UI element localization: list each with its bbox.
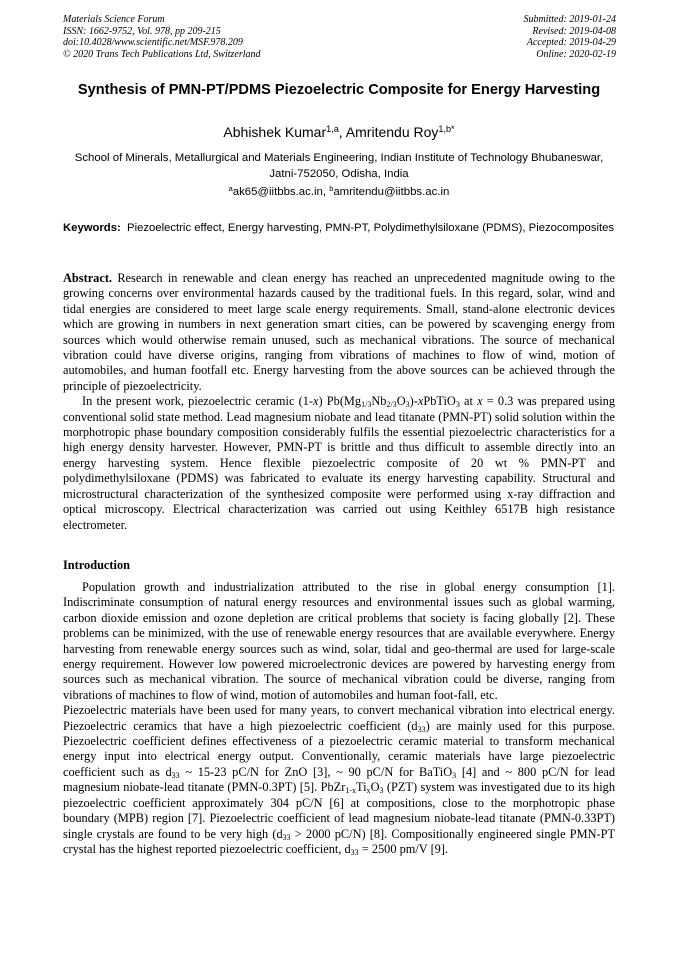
keywords-label: Keywords: [63, 222, 121, 234]
math-var: x [313, 394, 319, 409]
subscript: 1-x [345, 786, 356, 796]
subscript: 33 [171, 770, 180, 780]
journal-header-right [524, 14, 617, 60]
online-date: Online: 2020-02-19 [536, 48, 616, 60]
author-list [63, 123, 615, 141]
email-mark: b [329, 183, 334, 193]
text-run: = 0.3 was prepared using conventional solid state method. Lead magnesium niobate and lead titanate (PMN-PT) solid solution within the morphotropic phase boundary composition considerably fulfils the essential piezoelectric characteristics for a high energy density harvester. However, PMN-PT is brittle and thus difficult to assemble directly into an energy harvesting system. Hence flexible piezoelectric composite of 20 wt % PMN-PT and polydimethylsiloxane (PDMS) was fabricated to evaluate its energy harvesting capability. Structural and microstructural characterization of the synthesized composite were performed using x-ray diffraction and optical microscopy. Electrical characterization was carried out using Keithley 6517B high resistance electrometer. [63, 394, 615, 532]
math-var: x [477, 394, 483, 409]
subscript: 2/3 [386, 400, 397, 410]
text-run: Nb [371, 394, 387, 409]
paper-title: Synthesis of PMN-PT/PDMS Piezoelectric Composite for Energy Harvesting [77, 82, 601, 98]
abstract-paragraph [63, 271, 615, 394]
intro-paragraph [63, 703, 615, 857]
affiliation: School of Minerals, Metallurgical and Materials Engineering, Indian Institute of Technology Bhubaneswar, Jatni-752050, Odisha, India [74, 152, 604, 180]
author-affiliation-mark: 1,b* [438, 124, 455, 134]
subscript: 3 [379, 786, 384, 796]
text-run: Ti [356, 780, 367, 795]
author-name: Amritendu Roy [345, 124, 439, 140]
subscript: 33 [350, 847, 359, 857]
text-run: = 2500 pm/V [9]. [358, 841, 449, 856]
author-separator: , [338, 124, 346, 140]
text-run: In the present work, piezoelectric ceramic (1- [82, 394, 314, 409]
revised-date: Revised: 2019-04-08 [532, 25, 616, 37]
journal-header-left [63, 14, 261, 60]
text-run: O [370, 780, 380, 795]
accepted-date: Accepted: 2019-04-29 [526, 37, 616, 49]
author-name: Abhishek Kumar [223, 124, 327, 140]
text-run: ) are mainly used for this purpose. Piezoelectric coefficient defines effectiveness of a piezoelectric ceramic material to transform mechanical energy input into electrical energy output. Conventionally, ceramic materials have large piezoelectric coefficient such as d [63, 718, 615, 779]
abstract-text: Research in renewable and clean energy has reached an unprecedented magnitude owing to the growing concerns over environmental hazards caused by the traditional fuels. In this regard, solar, wind and tidal energies are considered to meet large scale energy requirements. Small, stand-alone electronic devices which are growing in numbers in next generation smart cities, can be powered by scavenging energy from sources which would otherwise remain unused, such as mechanical vibrations. The source of mechanical vibration could have diverse origins, ranging from vibrations of machines to flow of wind, motion of automobiles, and human footfall etc. Energy harvesting from the above sources can be achieved through the principle of piezoelectricity. [63, 271, 615, 393]
text-run: [4] and ~ 800 pC/N for lead magnesium niobate-lead titanate (PMN-0.3PT) [5]. PbZr [63, 764, 615, 795]
math-var: x [417, 394, 424, 409]
intro-paragraph: Population growth and industrialization attributed to the rise in global energy consumption [1]. Indiscriminate consumption of natural energy resources and environmental issues such as global warming, carbon dioxide emission and ozone depletion are critical problems that society is facing globally [2]. These problems can be minimized, with the use of renewable energy resources that are available everywhere. Energy harvesting from renewable energy sources such as wind, solar, tidal and geo-thermal are used for large-scale energy requirement. However low powered microelectronic devices are powered by harvesting energy from sources such as mechanical vibration. The source of mechanical vibration could be diverse, ranging from vibrations of machines to flow of wind, motion of automobiles and human foot-fall, etc. [63, 580, 615, 702]
text-run: at [459, 394, 478, 409]
abstract-paragraph [63, 394, 615, 533]
issn-line: ISSN: 1662-9752, Vol. 978, pp 209-215 [63, 25, 221, 37]
email-address: amritendu@iitbbs.ac.in [333, 186, 450, 198]
text-run: Piezoelectric materials have been used for many years, to convert mechanical vibration into electrical energy. Piezoelectric ceramics that have a high piezoelectric coefficient (d [63, 703, 615, 733]
text-run: PbTiO [423, 394, 456, 409]
text-run: ) Pb(Mg [318, 394, 362, 409]
keywords [63, 221, 615, 236]
text-run: > 2000 pC/N) [8]. Compositionally engineered single PMN-PT crystal has the highest reported piezoelectric coefficient, d [63, 826, 615, 856]
subscript: 3 [452, 770, 457, 780]
doi-line: doi:10.4028/www.scientific.net/MSF.978.209 [63, 37, 243, 49]
submitted-date: Submitted: 2019-01-24 [523, 14, 616, 25]
journal-name: Materials Science Forum [63, 14, 165, 25]
abstract-label: Abstract. [63, 271, 113, 285]
text-run: (PZT) system was investigated due to its high piezoelectric coefficient approximately 304 pC/N [6] at compositions, close to the morphotropic phase boundary (MPB) region [7]. Piezoelectric coefficient of lead magnesium niobate-lead titanate (PMN-0.33PT) single crystals are found to be very high (d [63, 780, 615, 841]
subscript: x [366, 786, 371, 796]
subscript: 3 [405, 400, 410, 410]
subscript: 33 [417, 724, 426, 734]
email-address: ak65@iitbbs.ac.in, [232, 186, 330, 198]
subscript: 3 [455, 400, 460, 410]
copyright-line: © 2020 Trans Tech Publications Ltd, Switzerland [63, 48, 261, 60]
abstract-section [63, 271, 615, 533]
text-run: )- [409, 394, 418, 409]
section-heading: Introduction [63, 558, 130, 572]
subscript: 1/3 [361, 400, 372, 410]
author-emails [63, 184, 615, 200]
text-run: O [396, 394, 406, 409]
subscript: 33 [282, 832, 291, 842]
keywords-text: Piezoelectric effect, Energy harvesting, PMN-PT, Polydimethylsiloxane (PDMS), Piezocomposites [127, 222, 615, 234]
introduction-section [63, 580, 615, 857]
email-mark: a [228, 183, 233, 193]
text-run: ~ 15-23 pC/N for ZnO [3], ~ 90 pC/N for BaTiO [179, 764, 453, 779]
author-affiliation-mark: 1,a [326, 124, 339, 134]
